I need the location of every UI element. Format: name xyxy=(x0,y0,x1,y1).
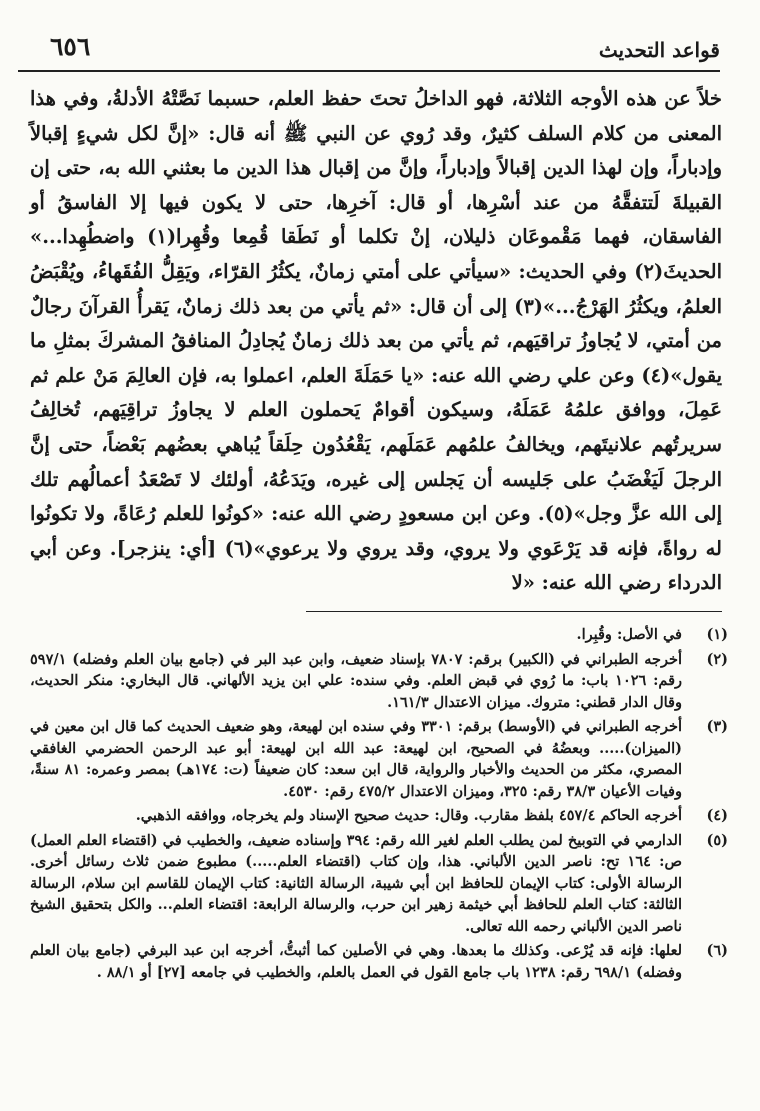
footnote xyxy=(30,830,728,938)
footnote-number: (٣) xyxy=(706,718,728,735)
footnotes xyxy=(30,624,728,986)
footnote-number: (٤) xyxy=(706,807,728,824)
footnote-text: أخرجه الطبراني في (الكبير) برقم: ٧٨٠٧ بإسناد ضعيف، وابن عبد البر في (جامع بيان العلم وفضله) ٥٩٧/١ رقم: ١٠٢٦ باب: ما رُوي في قبض العلم. وفي سنده: علي ابن يزيد الألهاني. قال البخاري: منكر الحديث، وقال الدار قطني: متروك. ميزان الاعتدال ١٦١/٣. xyxy=(30,650,682,711)
footnote-text: أخرجه الحاكم ٤٥٧/٤ بلفظ مقارب. وقال: حديث صحيح الإسناد ولم يخرجاه، ووافقه الذهبي. xyxy=(135,807,682,824)
footnote-text: الدارمي في التوبيخ لمن يطلب العلم لغير الله رقم: ٣٩٤ وإسناده ضعيف، والخطيب في (اقتضاء العلم العمل) ص: ١٦٤ تح: ناصر الدين الألباني. هذا، وإن كتاب (اقتضاء العلم.....) مطبوع ضمن ثلاث رسائل أخرى. الرسالة الأولى: كتاب الإيمان للحافظ ابن أبي شيبة، الرسالة الثانية: كتاب الإيمان للقاسم ابن سلام، الرسالة الثالثة: كتاب العلم للحافظ أبي خيثمة زهير ابن حرب، والرسالة الرابعة: اقتضاء العلم... والكل بتحقيق الشيخ ناصر الدين الألباني رحمه الله تعالى. xyxy=(30,831,683,935)
footnote-divider xyxy=(306,611,722,612)
page-number: ٦٥٦ xyxy=(50,32,91,61)
footnote xyxy=(30,940,728,983)
footnote-text: في الأصل: وقُبِرا. xyxy=(576,626,682,643)
footnote-number: (٢) xyxy=(706,650,728,668)
book-title: قواعد التحديث xyxy=(598,38,720,62)
footnote xyxy=(30,649,728,714)
footnote-text: أخرجه الطبراني في (الأوسط) برقم: ٣٣٠١ وفي سنده ابن لهيعة، وهو ضعيف الحديث كما قال ابن معين في (الميزان)..... وبعضُهُ في الصحيح، ابن لهيعة: عبد الله ابن لهيعة: أبو عبد الرحمن الحضرمي الغافقي المصري، مكثر من الحديث والأخبار والرواية، قال ابن سعد: كان ضعيفاً (ت: ١٧٤هـ) بمصر وعمره: ٨١ سنةً، وفيات الأعيان ٣٨/٣ رقم: ٣٢٥، وميزان الاعتدال ٤٧٥/٢ رقم: ٤٥٣٠. xyxy=(30,718,683,800)
footnote xyxy=(30,716,728,802)
footnote xyxy=(30,624,728,646)
footnote-text: لعلها: فإنه قد يُرْعى. وكذلك ما بعدها. وهي في الأصلين كما أثبتُّ، أخرجه ابن عبد البرفي (جامع بيان العلم وفضله) ٦٩٨/١ رقم: ١٢٣٨ باب جامع القول في العمل بالعلم، والخطيب في جامعه [٢٧] أو ٨٨/١ . xyxy=(30,942,682,981)
main-paragraph: خلاً عن هذه الأوجه الثلاثة، فهو الداخلُ تحتَ حفظ العلم، حسبما نَصَّتْهُ الأدلةُ، وفي هذا المعنى من كلام السلف كثيرٌ، وقد رُوي عن النبي ﷺ أنه قال: «إنَّ لكل شيءٍ إقبالاً وإدباراً، وإن لهذا الدين إقبالاً وإدباراً، وإنَّ من إقبال هذا الدين ما بعثني الله به، حتى إن القبيلةَ لَتتفقَّهُ من عند أسْرِها، أو قال: آخرِها، حتى لا يكون فيها إلا الفاسقُ أو الفاسقان، فهما مَقْموعَان ذليلان، إنْ تكلما أو نَطَقا قُمِعا وقُهِرا(١) واضطُهِدا...» الحديثَ(٢) وفي الحديث: «سيأتي على أمتي زمانٌ، يكثُرُ القرّاء، ويَقِلُّ الفُقَهاءُ، ويُقْبَضُ العلمُ، ويكثُرُ الهَرْجُ...»(٣) إلى أن قال: «ثم يأتي من بعد ذلك زمانٌ، يَقرأُ القرآنَ رجالٌ من أمتي، لا يُجاوزُ تراقيَهم، ثم يأتي من بعد ذلك زمانٌ يُجادِلُ المنافقُ المشركَ بمثلِ ما يقول»(٤) وعن علي رضي الله عنه: «يا حَمَلَةَ العلم، اعملوا به، فإن العالِمَ مَنْ علم ثم عَمِلَ، ووافق علمُهُ عَمَلَهُ، وسيكون أقوامٌ يَحملون العلم لا يجاوزُ تراقِيَهم، تُخالِفُ سريرتُهم علانيتَهم، ويخالفُ علمُهم عَمَلَهم، يَقْعُدُون حِلَقاً يُباهي بعضُهم بَعْضاً، حتى إنَّ الرجلَ لَيَغْضَبُ على جَليسه أن يَجلس إلى غيره، ويَدَعُهُ، أولئك لا تَصْعَدُ أعمالُهم تلك إلى الله عزَّ وجل»(٥). وعن ابن مسعودٍ رضي الله عنه: «كونُوا للعلم رُعَاةً، ولا تكونُوا له رواةً، فإنه قد يَرْعَوي ولا يروي، وقد يروي ولا يرعوي»(٦) [أي: ينزجر]. وعن أبي الدرداء رضي الله عنه: «لا xyxy=(30,87,722,595)
main-text xyxy=(30,82,722,601)
footnote-number: (١) xyxy=(706,626,728,643)
footnote-number: (٥) xyxy=(706,831,728,849)
footnote xyxy=(30,805,728,827)
footnote-number: (٦) xyxy=(706,942,728,959)
page-header xyxy=(18,30,720,72)
